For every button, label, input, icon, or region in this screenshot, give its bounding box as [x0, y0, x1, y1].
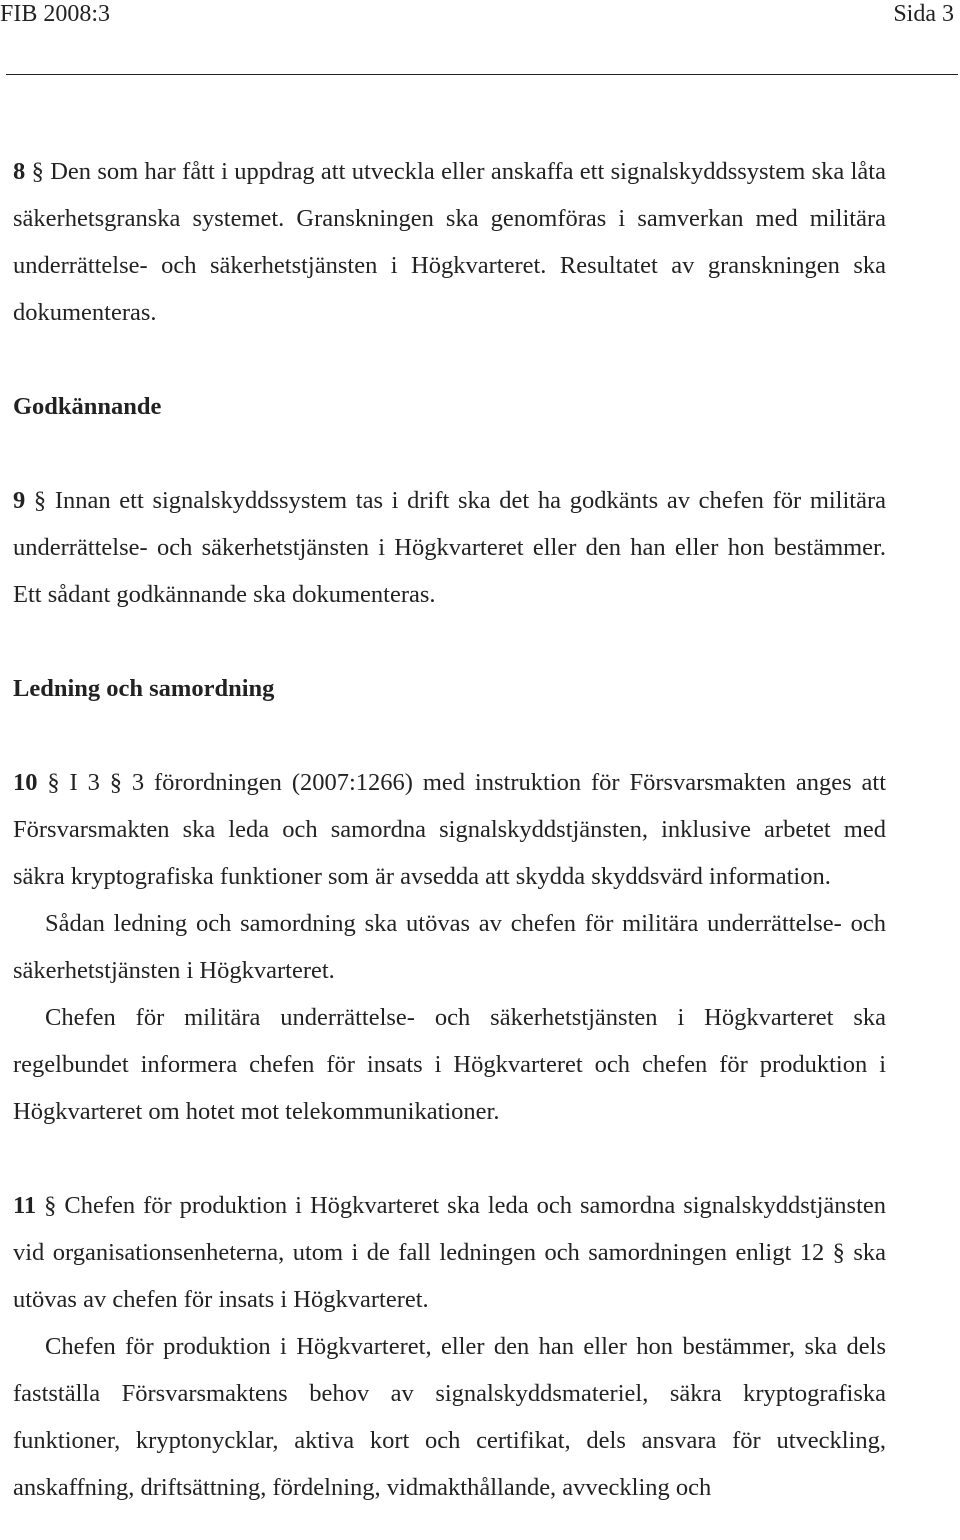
section-text: Innan ett signalskyddssystem tas i drift ska det ha godkänts av chefen för militära underrättelse- och säkerhetstjänsten i Högkvarteret eller den han eller hon bestämmer. Ett sådant godkännande ska dokumenteras.	[13, 487, 887, 608]
header-rule	[6, 74, 958, 75]
heading-godkannande: Godkännande	[13, 393, 162, 420]
section-8: 8 § Den som har fått i uppdrag att utveckla eller anskaffa ett signalskyddssystem ska låta säkerhetsgranska systemet. Granskningen ska genomföras i samverkan med militära underrättelse- och säkerhetstjänsten i Högkvarteret. Resultatet av granskningen ska dokumenteras.	[13, 158, 886, 326]
document-id: FIB 2008:3	[0, 1, 111, 27]
section-text: I 3 § 3 förordningen (2007:1266) med instruktion för Försvarsmakten anges att Försvarsmakten ska leda och samordna signalskyddstjänsten, inklusive arbetet med säkra kryptografiska funktioner som är avsedda att skydda skyddsvärd information.	[13, 769, 886, 890]
section-number: 11	[13, 1192, 37, 1219]
page-number: Sida 3	[893, 1, 954, 27]
section-10: 10 § I 3 § 3 förordningen (2007:1266) med instruktion för Försvarsmakten anges att Försvarsmakten ska leda och samordna signalskyddstjänsten, inklusive arbetet med säkra kryptografiska funktioner som är avsedda att skydda skyddsvärd information.	[13, 769, 886, 890]
document-body	[13, 148, 886, 1511]
section-number: 9	[13, 487, 26, 514]
section-number: 8	[13, 158, 26, 185]
page-header	[0, 0, 960, 40]
section-10-paragraph-2: Sådan ledning och samordning ska utövas av chefen för militära underrättelse- och säkerhetstjänsten i Högkvarteret.	[13, 910, 886, 984]
heading-ledning-och-samordning: Ledning och samordning	[13, 675, 275, 702]
section-11: 11 § Chefen för produktion i Högkvarteret ska leda och samordna signalskyddstjänsten vid organisationsenheterna, utom i de fall ledningen och samordningen enligt 12 § ska utövas av chefen för insats i Högkvarteret.	[13, 1192, 886, 1313]
section-text: Den som har fått i uppdrag att utveckla eller anskaffa ett signalskyddssystem ska låta säkerhetsgranska systemet. Granskningen ska genomföras i samverkan med militära underrättelse- och säkerhetstjänsten i Högkvarteret. Resultatet av granskningen ska dokumenteras.	[13, 158, 886, 326]
section-10-paragraph-3: Chefen för militära underrättelse- och säkerhetstjänsten i Högkvarteret ska regelbundet informera chefen för insats i Högkvarteret och chefen för produktion i Högkvarteret om hotet mot telekommunikationer.	[13, 1004, 886, 1125]
section-11-paragraph-2: Chefen för produktion i Högkvarteret, eller den han eller hon bestämmer, ska dels fastställa Försvarsmaktens behov av signalskyddsmateriel, säkra kryptografiska funktioner, kryptonycklar, aktiva kort och certifikat, dels ansvara för utveckling, anskaffning, driftsättning, fördelning, vidmakthållande, avveckling och	[13, 1333, 886, 1501]
section-number: 10	[13, 769, 38, 796]
section-text: Chefen för produktion i Högkvarteret ska leda och samordna signalskyddstjänsten vid organisationsenheterna, utom i de fall ledningen och samordningen enligt 12 § ska utövas av chefen för insats i Högkvarteret.	[13, 1192, 886, 1313]
section-9: 9 § Innan ett signalskyddssystem tas i drift ska det ha godkänts av chefen för militära underrättelse- och säkerhetstjänsten i Högkvarteret eller den han eller hon bestämmer. Ett sådant godkännande ska dokumenteras.	[13, 487, 887, 608]
